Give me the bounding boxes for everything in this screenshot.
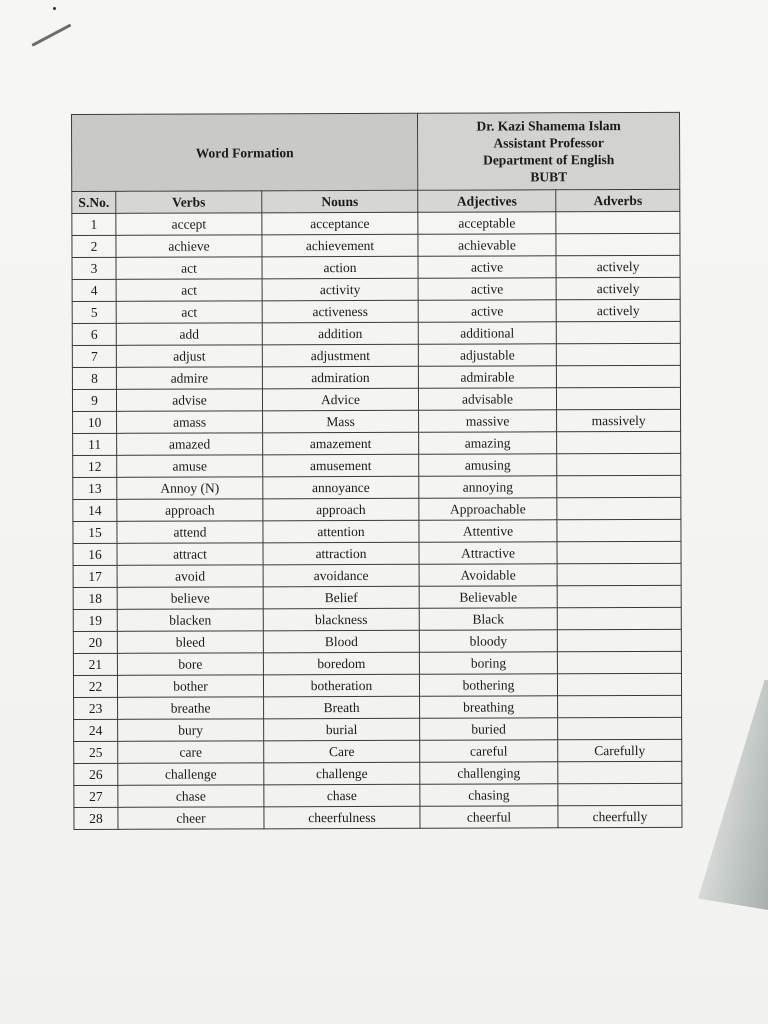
cell-sno: 17 [73,565,117,587]
cell-sno: 22 [73,675,117,697]
cell-adverb [557,541,681,563]
cell-adverb: cheerfully [558,805,682,827]
cell-adverb: Carefully [558,739,682,761]
cell-adjective: achievable [418,234,556,256]
cell-verb: advise [116,389,262,412]
cell-verb: act [116,301,262,324]
cell-noun: admiration [262,366,418,389]
cell-noun: Blood [263,630,419,653]
cell-adverb [558,783,682,805]
cell-adjective: additional [418,322,556,344]
cell-noun: Belief [263,586,419,609]
cell-adverb [557,585,681,607]
cell-adverb: massively [557,409,681,431]
column-header-sno: S.No. [72,191,116,213]
cell-adverb [558,695,682,717]
cell-noun: botheration [263,674,419,697]
cell-verb: bury [118,719,264,742]
cell-adverb [556,365,680,387]
cell-sno: 25 [74,741,118,763]
table-row [73,541,681,565]
cell-adjective: acceptable [418,212,556,234]
cell-adverb [557,651,681,673]
table-row [72,365,680,389]
cell-sno: 24 [74,719,118,741]
cell-adverb [557,431,681,453]
cell-adverb [556,211,680,233]
cell-sno: 1 [72,213,116,235]
cell-adjective: annoying [419,476,557,498]
cell-adverb [557,519,681,541]
cell-adjective: Black [419,608,557,630]
cell-sno: 23 [74,697,118,719]
table-row [72,387,680,411]
cell-sno: 3 [72,257,116,279]
header-row [72,112,680,191]
cell-adjective: advisable [418,388,556,410]
cell-sno: 27 [74,785,118,807]
table-row [73,409,681,433]
table-row [72,233,680,257]
cell-adverb [556,343,680,365]
cell-sno: 4 [72,279,116,301]
cell-verb: amass [117,411,263,434]
table-row [72,299,680,323]
cell-adjective: Avoidable [419,564,557,586]
cell-sno: 7 [72,345,116,367]
cell-verb: amazed [117,433,263,456]
cell-adjective: careful [420,740,558,762]
cell-verb: attend [117,521,263,544]
cell-adjective: cheerful [420,806,558,828]
cell-verb: approach [117,499,263,522]
cell-verb: believe [117,587,263,610]
cell-verb: accept [116,213,262,236]
cell-sno: 12 [73,455,117,477]
column-header-row [72,189,680,213]
cell-sno: 19 [73,609,117,631]
cell-sno: 9 [72,389,116,411]
cell-adjective: buried [420,718,558,740]
ink-dot [53,7,56,10]
cell-verb: act [116,257,262,280]
cell-noun: Care [264,740,420,763]
cell-adverb [557,453,681,475]
cell-sno: 13 [73,477,117,499]
cell-adjective: chasing [420,784,558,806]
cell-noun: addition [262,322,418,345]
table-row [72,321,680,345]
cell-adjective: admirable [418,366,556,388]
author-block [418,112,680,190]
cell-noun: adjustment [262,344,418,367]
cell-noun: challenge [264,762,420,785]
table-row [74,783,682,807]
table-row [72,255,680,279]
pen-mark [31,24,71,47]
table-body [72,112,683,829]
cell-verb: attract [117,543,263,566]
cell-adjective: Believable [419,586,557,608]
cell-adverb [556,321,680,343]
cell-sno: 6 [72,323,116,345]
column-header-verbs: Verbs [116,191,262,214]
table-row [74,805,682,829]
cell-noun: action [262,256,418,279]
cell-adjective: active [418,278,556,300]
cell-verb: achieve [116,235,262,258]
cell-adjective: amusing [419,454,557,476]
table-row [73,519,681,543]
cell-sno: 18 [73,587,117,609]
cell-adjective: adjustable [418,344,556,366]
cell-adverb: actively [556,277,680,299]
table-row [73,475,681,499]
cell-verb: bother [117,675,263,698]
cell-verb: challenge [118,763,264,786]
cell-noun: blackness [263,608,419,631]
cell-sno: 11 [73,433,117,455]
table-row [74,739,682,763]
cell-adjective: bothering [419,674,557,696]
cell-adjective: Approachable [419,498,557,520]
author-name: Dr. Kazi Shamema Islam [476,118,621,134]
table-row [73,585,681,609]
cell-sno: 14 [73,499,117,521]
table-row [74,695,682,719]
cell-noun: acceptance [262,212,418,235]
table-row [73,629,681,653]
table-row [74,761,682,785]
cell-sno: 28 [74,807,118,829]
cell-noun: attraction [263,542,419,565]
cell-adverb [557,497,681,519]
cell-sno: 16 [73,543,117,565]
cell-verb: breathe [118,697,264,720]
cell-adverb [557,607,681,629]
cell-adverb [557,563,681,585]
word-formation-document [71,112,681,830]
table-row [72,343,680,367]
cell-adverb [558,761,682,783]
cell-adjective: Attentive [419,520,557,542]
cell-verb: cheer [118,807,264,830]
table-row [73,497,681,521]
cell-noun: amusement [263,454,419,477]
cell-noun: Breath [264,696,420,719]
table-row [73,651,681,675]
cell-noun: activeness [262,300,418,323]
cell-verb: blacken [117,609,263,632]
page-fold-shadow [698,680,768,910]
word-formation-table [71,112,683,830]
cell-verb: bore [117,653,263,676]
table-row [74,717,682,741]
cell-adjective: massive [419,410,557,432]
cell-noun: Mass [263,410,419,433]
cell-noun: chase [264,784,420,807]
cell-adverb: actively [556,299,680,321]
cell-adverb [558,717,682,739]
column-header-adjectives: Adjectives [418,190,556,212]
cell-adjective: amazing [419,432,557,454]
cell-verb: admire [116,367,262,390]
cell-noun: cheerfulness [264,806,420,829]
cell-sno: 5 [72,301,116,323]
cell-noun: attention [263,520,419,543]
table-row [72,277,680,301]
cell-verb: chase [118,785,264,808]
cell-sno: 2 [72,235,116,257]
cell-verb: Annoy (N) [117,477,263,500]
cell-adverb: actively [556,255,680,277]
column-header-adverbs: Adverbs [556,189,680,211]
cell-verb: care [118,741,264,764]
cell-verb: act [116,279,262,302]
cell-verb: bleed [117,631,263,654]
cell-noun: amazement [263,432,419,455]
table-row [72,211,680,235]
cell-adverb [556,387,680,409]
table-row [73,607,681,631]
cell-adverb [556,233,680,255]
cell-adjective: boring [419,652,557,674]
cell-noun: boredom [263,652,419,675]
cell-adjective: active [418,256,556,278]
cell-adverb [557,475,681,497]
author-institution: BUBT [530,169,568,185]
cell-sno: 26 [74,763,118,785]
cell-adjective: active [418,300,556,322]
cell-noun: achievement [262,234,418,257]
table-row [73,563,681,587]
cell-verb: adjust [116,345,262,368]
author-department: Department of English [483,152,615,168]
table-row [73,453,681,477]
cell-sno: 21 [73,653,117,675]
table-row [73,431,681,455]
cell-adjective: Attractive [419,542,557,564]
cell-adverb [557,629,681,651]
cell-noun: approach [263,498,419,521]
cell-adjective: challenging [420,762,558,784]
table-row [73,673,681,697]
cell-noun: avoidance [263,564,419,587]
cell-noun: annoyance [263,476,419,499]
cell-sno: 8 [72,367,116,389]
cell-noun: burial [264,718,420,741]
cell-noun: Advice [262,388,418,411]
column-header-nouns: Nouns [262,190,418,213]
cell-sno: 20 [73,631,117,653]
cell-adjective: bloody [419,630,557,652]
cell-verb: amuse [117,455,263,478]
document-title: Word Formation [72,113,418,191]
cell-verb: add [116,323,262,346]
cell-noun: activity [262,278,418,301]
author-position: Assistant Professor [493,135,604,151]
cell-adverb [557,673,681,695]
cell-verb: avoid [117,565,263,588]
cell-sno: 10 [73,411,117,433]
cell-adjective: breathing [420,696,558,718]
cell-sno: 15 [73,521,117,543]
